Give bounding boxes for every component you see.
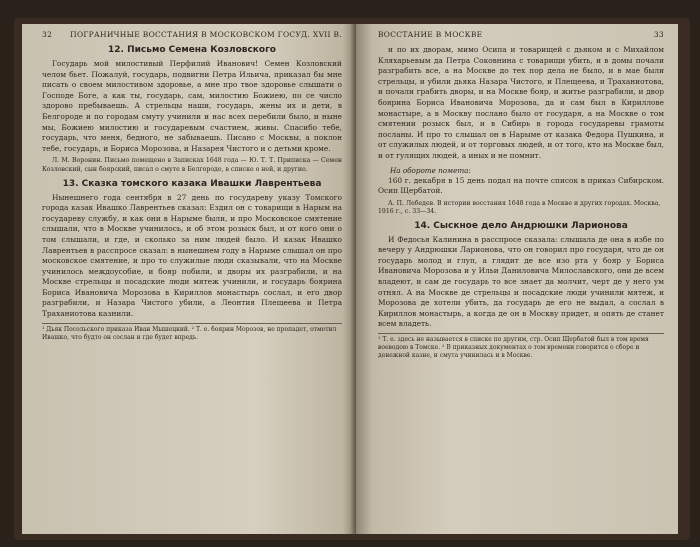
open-book — [14, 18, 690, 540]
right-page-number: 33 — [653, 30, 664, 39]
left-page — [22, 24, 356, 534]
left-page-number: 32 — [42, 30, 53, 39]
right-running-head-text: ВОССТАНИЕ В МОСКВЕ — [378, 30, 483, 39]
continued-body: и по их дворам, мимо Осипа и товарищей с дьяком и с Михайлом Кляхарьевым да Петра Соковнина с товарищи убить, и в домы почали разграбить все, а на Москве до тех пор дела не было, и в мае были стрельцы, и убили дьяка Назара Чистого, и Плещеева, и Траханиотова, и почали грабить дворы, и на Москве бояр, и житье разграбили, и двор боярина Бориса Ивановича Морозова, да и сам был в Кириллове монастыре, а в Москву послано было от государя, а на Москве о том смятении розыск был, и в Сибирь в города государевы грамоты посланы. И про то слышал он в Нарыме от казака Федора Пушкина, и от служилых людей, и от торговых людей, и от того, кто на Москве был, и от гулящих людей, а иных и не помнит. — [378, 45, 664, 160]
section-13-body: Нынешнего года сентября в 27 день по государеву указу Томского города казак Ивашко Лаврентьев сказал: Ездил он с товарищи в Нарым на государеву службу, и как они в Нарыме были, и про Московское смятение слышали, что в Москве учинилось, и об этом розыск был, и от кого они о том слышали, и где, и сколько за ним людей было. И казак Ивашко Лаврентьев в расспросе сказал: в нынешнем году в Нарыме слышал он про московское смятение, и про то служилые люди сказывали, что на Москве учинилось междоусобие, и бояр побили, и дворы их разграбили, и на Москве стрельцы и посадские люди мятеж учинили, и государь боярина Бориса Ивановича Морозова в Кириллов монастырь сослал, и его двор разграбили, и Назара Чистого убили, а Леонтия Плещеева и Петра Траханиотова казнили. — [42, 192, 342, 319]
left-running-head — [42, 30, 342, 39]
left-running-head-text: ПОГРАНИЧНЫЕ ВОССТАНИЯ В МОСКОВСКОМ ГОСУД. XVII В. — [70, 30, 342, 39]
section-12-source: Л. М. Воронин. Письмо помещено в Записках 1648 года — Ю. Т. Т. Приписка — Семен Козловский, сын боярский, писал о смуте в Белгороде, в списке о ней, и другие. — [42, 157, 342, 173]
section-14-body: И Федосья Калинина в расспросе сказала: слышала де она в избе по вечеру у Андрюшки Ларионова, что он говорил про государя, что де он государь молод и глуп, а глядит де все изо рта у бояр у Бориса Ивановича Морозова и у Ильи Даниловича Милославского, они де всем владеют, и сам де государь то все знает да молчит, черт де у него ум отнял. А на Москве де стрельцы и посадские люди учинили мятеж, и Морозова де хотели убить, да государь де его не выдал, а сослал в Кириллов монастырь, а когда де он в Москву придет, и опять де станет всем владеть. — [378, 234, 664, 329]
right-running-head — [378, 30, 664, 39]
section-12-body: Государь мой милостивый Перфилий Иванович! Семен Козловский челом бьет. Пожалуй, государь, подвигни Петра Ильича, приказал бы мне писать о своем милостивом здоровье, а мне про твое здоровье слышати о Господе Боге, а как ты, государь, сам, милостию Божиею, по се число здорово пребываешь. А стрельцы наши, государь, жены их и дети, в Белгороде и по городам смуту учинили и нас всех перебили было, и ныне мы, Божиею милостию и государевым счастием, живы. Спасибо тебе, государь, что меня, бедного, не забываешь. Писано с Москвы, а поклон тебе, государь, и Бориса Морозова, и Назарея Чистого и с детьми кроме. — [42, 59, 342, 153]
section-13-title: 13. Сказка томского казака Ивашки Лаврентьева — [62, 178, 322, 189]
right-source: А. П. Лебедев. В истории восстания 1648 года в Москве и других городах. Москва, 1916 г., с. 33—34. — [378, 199, 661, 216]
signoff-text: 160 г. декабря в 15 день подал на почте список в приказ Сибирском. Осип Щербатой. — [378, 175, 664, 196]
right-footnotes: ¹ Т. е. здесь не называется в списке по другим, стр. Осип Щербатой был в том время воеводою в Томске. ² В приказных документах о том времени говорится о сборе и денежной казне, и смута учинилась и в Москве. — [378, 333, 664, 360]
signoff-label: На обороте помета: — [390, 165, 471, 175]
section-14-title: 14. Сыскное дело Андрюшки Ларионова — [414, 220, 628, 231]
left-footnotes: ¹ Дьяк Посольского приказа Иван Мышецкий. ² Т. е. боярин Морозов, не пропадет, отметил Ивашко, что будто он сослан и где будет впредь. — [42, 323, 342, 342]
section-12-title: 12. Письмо Семена Козловского — [108, 45, 276, 55]
right-page — [356, 24, 678, 534]
